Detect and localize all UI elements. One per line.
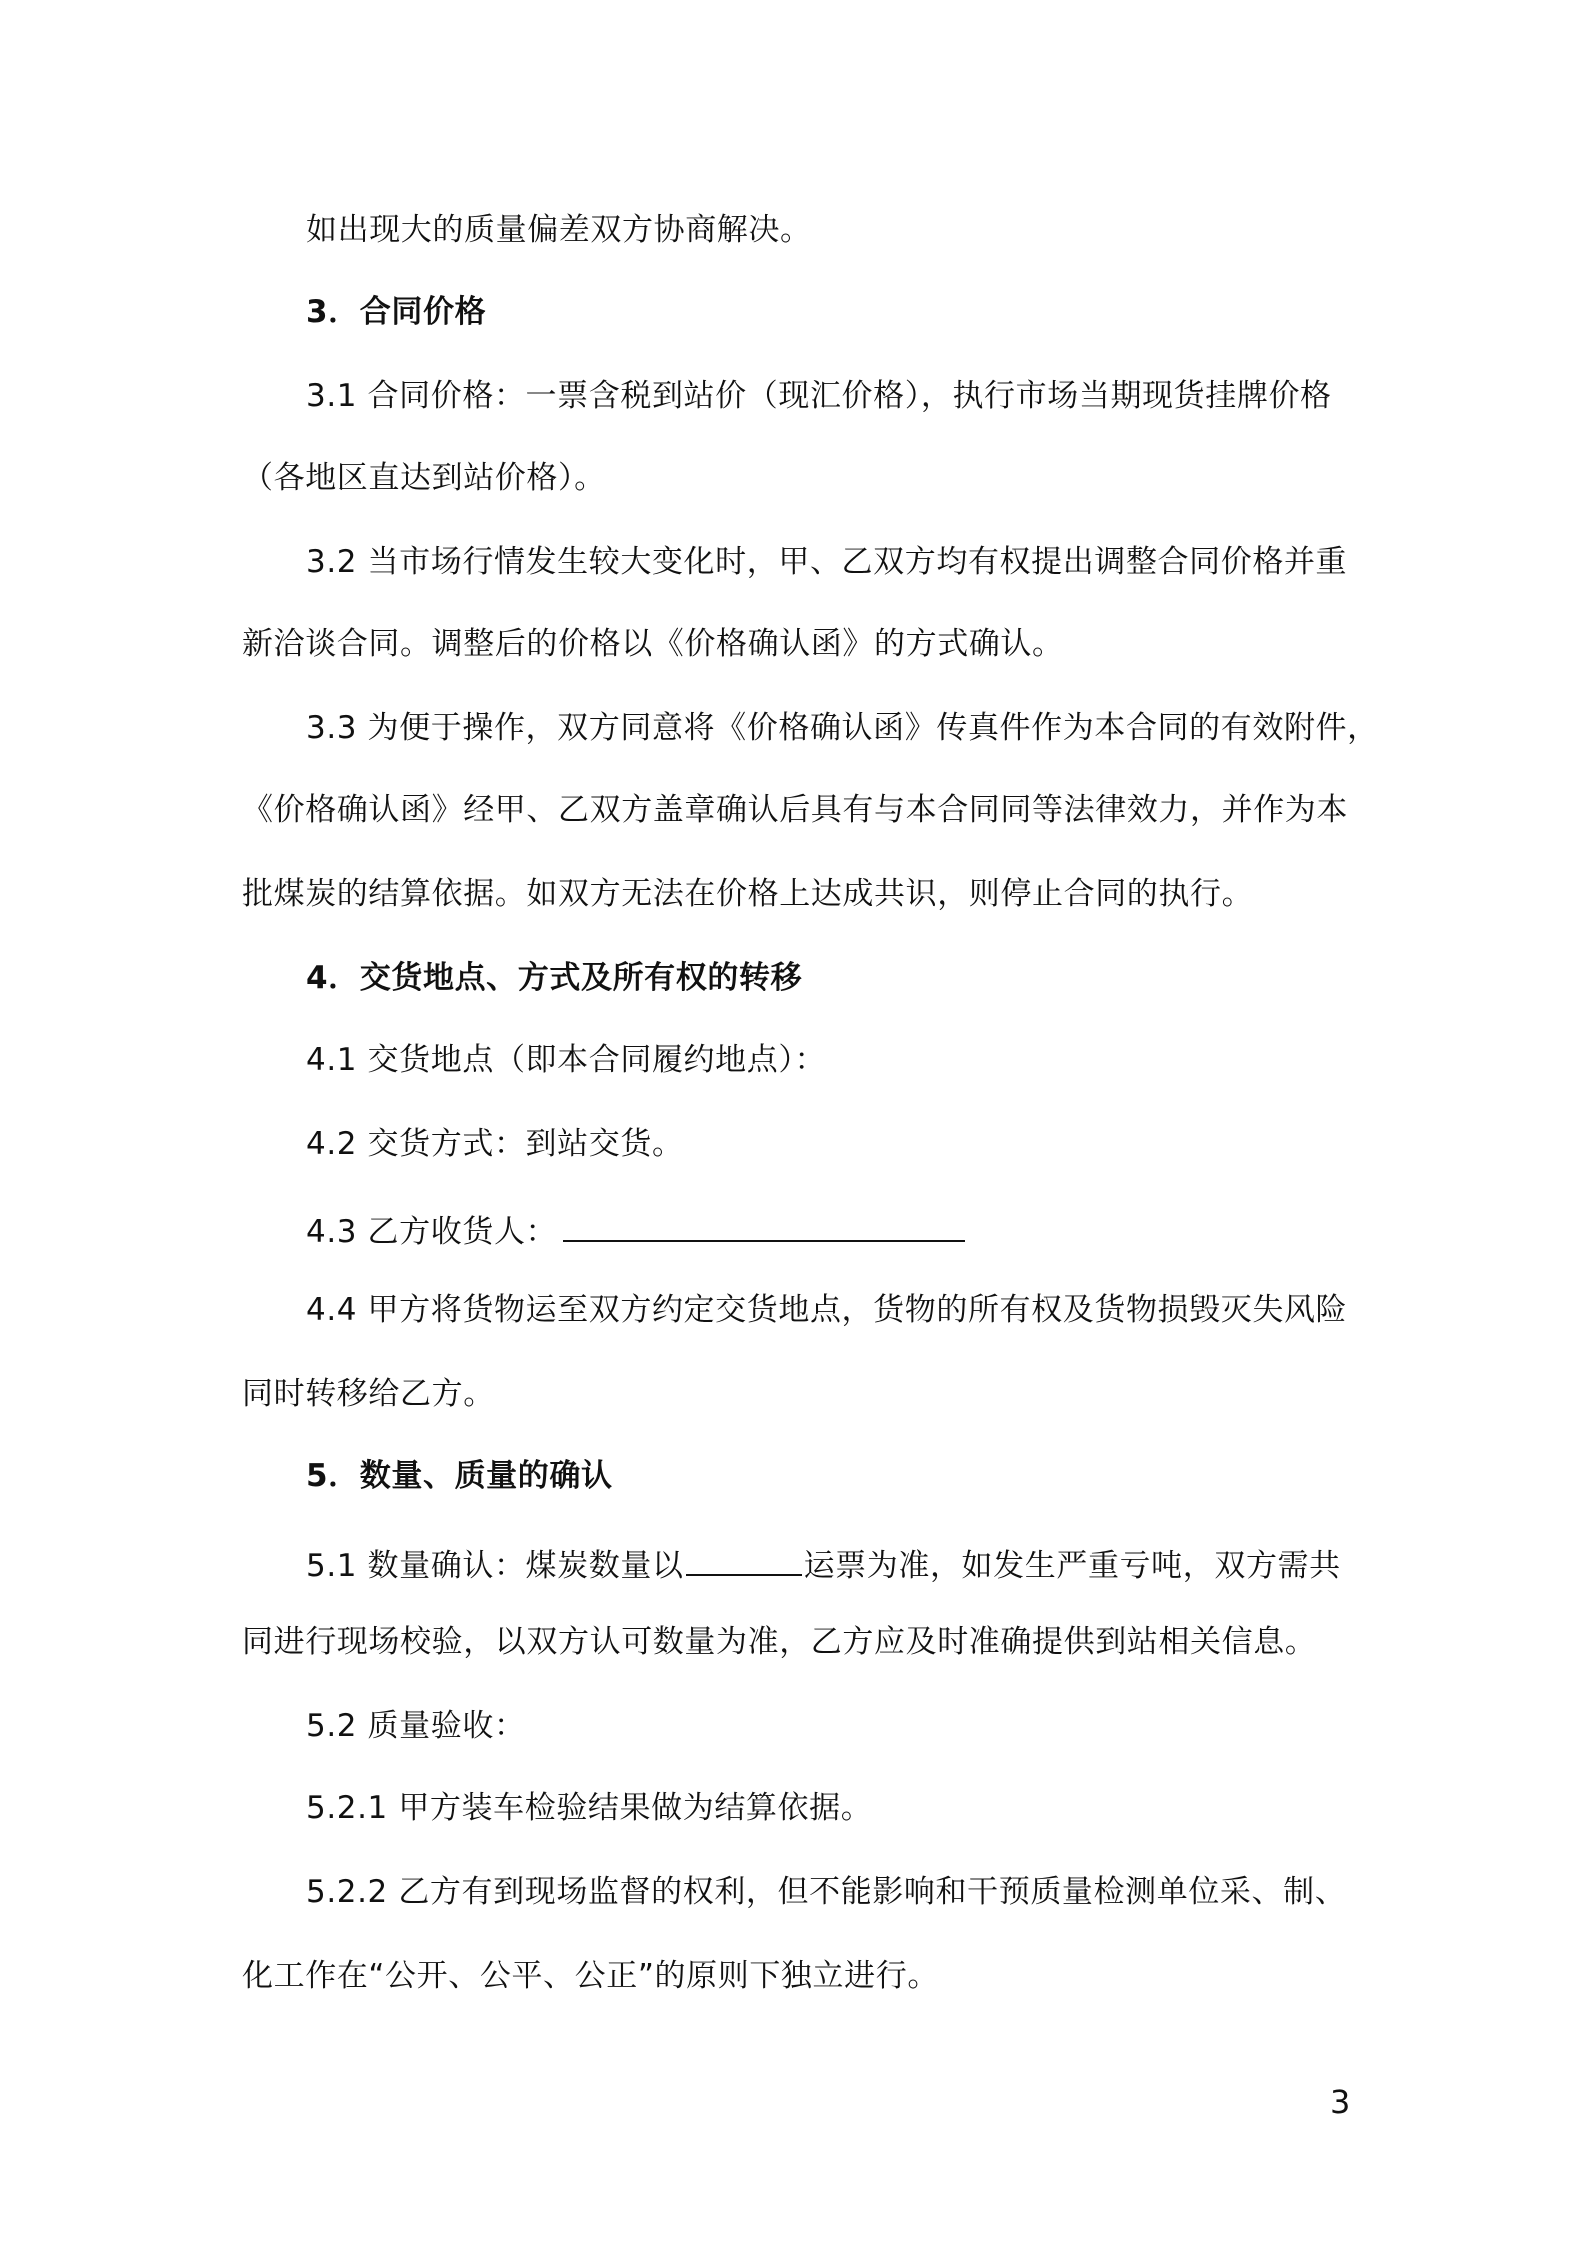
clause-4-4-line-1: 4.4 甲方将货物运至双方约定交货地点，货物的所有权及货物损毁灭失风险 [306, 1292, 1348, 1328]
section-heading-contract-price: 3．合同价格 [306, 294, 487, 330]
clause-5-2-2-line-1: 5.2.2 乙方有到现场监督的权利，但不能影响和干预质量检测单位采、制、 [306, 1874, 1347, 1910]
clause-4-3-label: 4.3 乙方收货人： [306, 1214, 558, 1250]
clause-3-3-line-3: 批煤炭的结算依据。如双方无法在价格上达成共识，则停止合同的执行。 [242, 876, 1254, 912]
clause-5-1-line-1 [306, 1538, 1341, 1588]
section-heading-quantity-quality: 5．数量、质量的确认 [306, 1458, 613, 1494]
clause-5-1-line-2: 同进行现场校验，以双方认可数量为准，乙方应及时准确提供到站相关信息。 [242, 1624, 1317, 1660]
clause-5-2: 5.2 质量验收： [306, 1708, 526, 1744]
clause-3-3-line-2: 《价格确认函》经甲、乙双方盖章确认后具有与本合同同等法律效力，并作为本 [242, 792, 1348, 828]
clause-4-3 [306, 1204, 965, 1254]
clause-3-3-line-1: 3.3 为便于操作，双方同意将《价格确认函》传真件作为本合同的有效附件， [306, 710, 1379, 746]
section-heading-delivery: 4．交货地点、方式及所有权的转移 [306, 960, 803, 996]
clause-4-1: 4.1 交货地点（即本合同履约地点）： [306, 1042, 827, 1078]
clause-5-1-prefix: 5.1 数量确认：煤炭数量以 [306, 1548, 684, 1584]
clause-4-2: 4.2 交货方式：到站交货。 [306, 1126, 684, 1162]
clause-3-2-line-1: 3.2 当市场行情发生较大变化时，甲、乙双方均有权提出调整合同价格并重 [306, 544, 1348, 580]
clause-5-2-2-line-2: 化工作在“公开、公平、公正”的原则下独立进行。 [242, 1958, 939, 1994]
clause-3-2-line-2: 新洽谈合同。调整后的价格以《价格确认函》的方式确认。 [242, 626, 1064, 662]
paragraph-quality-deviation: 如出现大的质量偏差双方协商解决。 [306, 212, 812, 248]
clause-3-1-line-2: （各地区直达到站价格）。 [242, 460, 606, 496]
waybill-blank-field [686, 1538, 802, 1576]
page-number: 3 [1330, 2083, 1351, 2121]
clause-3-1-line-1: 3.1 合同价格：一票含税到站价（现汇价格），执行市场当期现货挂牌价格 [306, 378, 1332, 414]
clause-5-1-suffix: 运票为准，如发生严重亏吨，双方需共 [803, 1548, 1341, 1584]
consignee-blank-field [563, 1204, 965, 1242]
clause-5-2-1: 5.2.1 甲方装车检验结果做为结算依据。 [306, 1790, 873, 1826]
clause-4-4-line-2: 同时转移给乙方。 [242, 1376, 495, 1412]
